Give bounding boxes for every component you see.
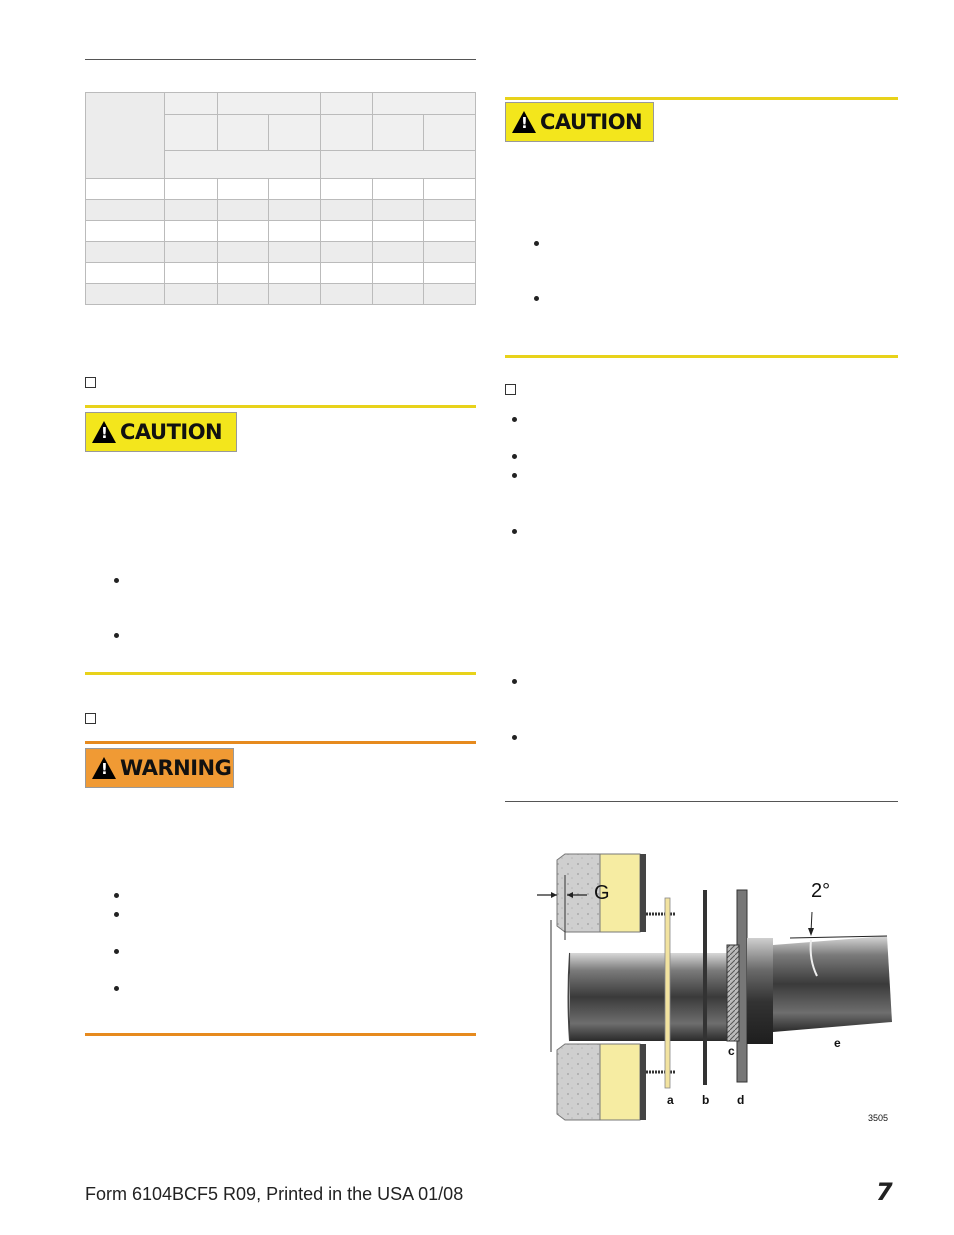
part-label-a: a <box>667 1093 674 1107</box>
bullet <box>534 241 539 246</box>
caution-rule-top-left <box>85 405 476 408</box>
checkbox-1[interactable] <box>85 377 96 388</box>
alert-triangle-icon: ! <box>92 421 116 443</box>
bullet <box>114 578 119 583</box>
callout-g: G <box>594 882 610 904</box>
figure-number: 3505 <box>868 1113 889 1123</box>
alert-triangle-icon: ! <box>92 757 116 779</box>
bullet <box>114 986 119 991</box>
table-corner-cell <box>86 93 165 179</box>
form-footer: Form 6104BCF5 R09, Printed in the USA 01/08 <box>85 1184 464 1204</box>
alert-triangle-icon: ! <box>512 111 536 133</box>
caution-rule-bottom-left <box>85 672 476 675</box>
bullet <box>534 296 539 301</box>
warning-rule-bottom <box>85 1033 476 1036</box>
caution-label-right <box>505 102 654 142</box>
bullet <box>114 893 119 898</box>
bullet <box>114 633 119 638</box>
bullet <box>114 912 119 917</box>
installation-figure <box>505 820 898 1140</box>
bullet <box>512 529 517 534</box>
part-label-b: b <box>702 1093 710 1107</box>
table-row <box>86 242 476 263</box>
part-label-c: c <box>728 1044 735 1058</box>
checkbox-3[interactable] <box>505 384 516 395</box>
warning-label <box>85 748 234 788</box>
caution-rule-bottom-right <box>505 355 898 358</box>
top-rule-left <box>85 59 476 60</box>
table-row <box>86 284 476 305</box>
bullet <box>512 473 517 478</box>
caution-text: CAUTION <box>540 110 643 134</box>
caution-text: CAUTION <box>120 420 223 444</box>
table-row <box>86 179 476 200</box>
bullet <box>512 735 517 740</box>
bullet <box>512 454 517 459</box>
angle-label: 2° <box>811 880 831 902</box>
part-label-e: e <box>834 1036 841 1050</box>
table-row <box>86 221 476 242</box>
spec-table <box>85 92 476 305</box>
warning-rule-top <box>85 741 476 744</box>
caution-label-left <box>85 412 237 452</box>
caution-rule-top-right <box>505 97 898 100</box>
bullet <box>512 417 517 422</box>
warning-text: WARNING <box>120 756 232 780</box>
figure-top-rule <box>505 801 898 802</box>
page-number: 7 <box>876 1178 893 1206</box>
checkbox-2[interactable] <box>85 713 96 724</box>
bullet <box>114 949 119 954</box>
table-row <box>86 263 476 284</box>
bullet <box>512 679 517 684</box>
part-label-d: d <box>737 1093 745 1107</box>
table-row <box>86 200 476 221</box>
